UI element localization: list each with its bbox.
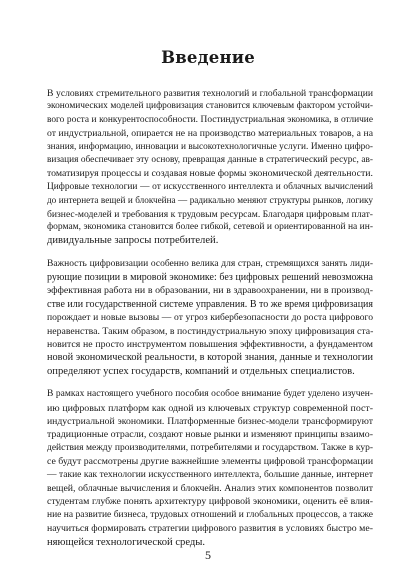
text-line: бизнес-моделей и требования к трудовым ресурсам. Благодаря цифровым плат- [47,208,373,220]
text-line: вого роста и конкурентоспособности. Постиндустриальная экономика, в отличие [47,114,373,125]
body-text [47,87,373,559]
page-title: Введение [161,48,255,67]
text-line: новой экономической реальности, в которой знания, данные и технологии [47,352,373,364]
text-line: новится не просто инструментом повышения эффективности, а фундаментом [47,339,373,351]
page-number: 5 [205,548,211,562]
paragraph [47,388,373,549]
text-line: — такие как технологии искусственного интеллекта, большие данные, интернет [47,469,373,480]
text-line: стве или государственной системе управления. В то же время цифровизация [47,298,373,310]
text-line: действия между производителями, потребителями и государством. Также в кур- [47,442,373,453]
text-line: неравенства. Таким образом, в постиндустриальную эпоху цифровизация ста- [47,325,374,337]
text-line: традиционные отрасли, создают новые рынки и изменяют принципы взаимо- [47,429,373,441]
text-line: от индустриальной, опирается не на производство материальных товаров, а на [47,128,373,140]
paragraph [47,87,373,248]
text-line: визация обеспечивает эту основу, превращая данные в стратегический ресурс, ав- [47,154,373,165]
text-line: дивидуальные запросы потребителей. [47,235,219,247]
text-line: формам, экономика становится более гибкой, сетевой и ориентированной на ин- [47,221,373,232]
text-line: ние на развитие бизнеса, трудовых отношений и глобальных процессов, а также [47,509,373,520]
text-line: научиться формировать стратегии цифрового развития в условиях быстро ме- [47,523,373,535]
text-line: се будут рассмотрены другие важнейшие элементы цифровой трансформации [47,456,374,468]
paragraph [47,258,373,379]
text-line: порождает и новые вызовы — от угроз кибербезопасности до роста цифрового [47,312,373,324]
text-line: Важность цифровизации особенно велика для стран, стремящихся занять лиди- [47,258,373,269]
text-line: ию цифровых платформ как одной из ключевых структур современной пост- [47,402,373,414]
text-line: до интернета вещей и блокчейна — радикально меняют структуры рынков, логику [47,195,373,206]
text-line: экономических моделей цифровизация становится ключевым фактором устойчи- [47,101,373,112]
text-line: вещей, облачные вычисления и блокчейн. Анализ этих компонентов позволит [47,482,373,494]
text-line: томатизируя процессы и создавая новые формы экономической деятельности. [47,168,373,180]
text-line: Цифровые технологии — от искусственного интеллекта и облачных вычислений [47,181,373,192]
text-line: няющейся технологической среды. [47,536,206,548]
text-line: В рамках настоящего учебного пособия особое внимание будет уделено изучен- [47,389,373,400]
text-line: студентам глубже понять архитектуру цифровой экономики, оценить её влия- [47,496,373,508]
text-line: индустриальной экономики. Платформенные бизнес-модели трансформируют [47,415,373,427]
text-line: эффективная работа ни в образовании, ни в здравоохранении, ни в производ- [47,285,373,297]
text-line: В условиях стремительного развития технологий и глобальной трансформации [47,88,373,99]
text-line: рующие позиции в мировой экономике: без цифровых решений невозможна [47,272,373,284]
text-line: определяют успех государств, компаний и отдельных специалистов. [47,365,355,377]
text-line: знания, информацию, инновации и высокотехнологичные услуги. Именно цифро- [47,141,373,152]
